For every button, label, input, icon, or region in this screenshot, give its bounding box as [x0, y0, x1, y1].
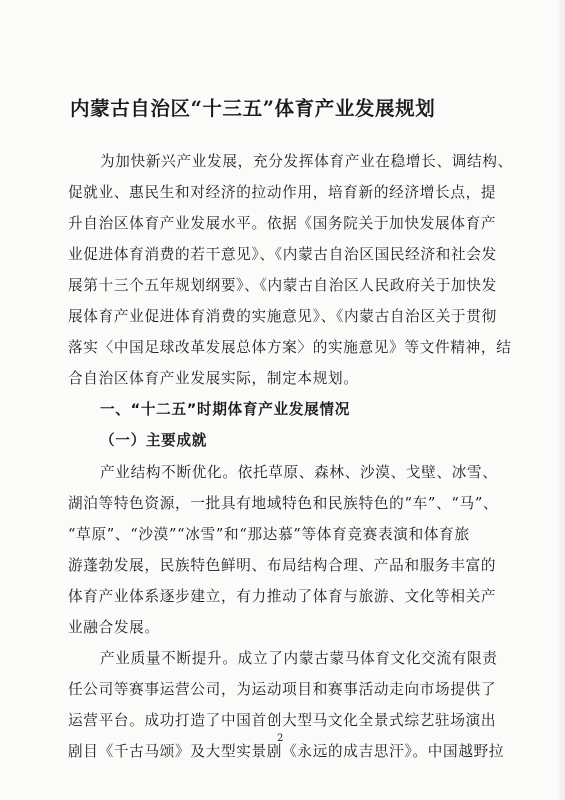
paragraph-line: 体育产业体系逐步建立，有力推动了体育与旅游、文化等相关产 [68, 588, 497, 605]
paragraph-line: 展第十三个五年规划纲要》、《内蒙古自治区人民政府关于加快发 [68, 277, 497, 294]
paragraph-line: 运营平台。成功打造了中国首创大型马文化全景式综艺驻场演出 [68, 712, 497, 729]
paragraph-line: 落实〈中国足球改革发展总体方案〉的实施意见》等文件精神，结 [68, 339, 512, 356]
paragraph-line: “草原”、“沙漠”“冰雪”和“那达慕”等体育竞赛表演和体育旅 [68, 526, 470, 543]
scan-shadow [557, 0, 565, 800]
paragraph-line: 升自治区体育产业发展水平。依据《国务院关于加快发展体育产 [68, 215, 497, 232]
paragraph-line: 任公司等赛事运营公司，为运动项目和赛事活动走向市场提供了 [68, 681, 497, 698]
paragraph-line: 湖泊等特色资源，一批具有地域特色和民族特色的“车”、“马”、 [68, 495, 499, 512]
paragraph-line: 业融合发展。 [68, 619, 160, 636]
paragraph-line: 业促进体育消费的若干意见》、《内蒙古自治区国民经济和社会发 [68, 246, 497, 263]
section-heading: 一、“十二五”时期体育产业发展情况 [100, 401, 350, 418]
page-number: 2 [277, 733, 284, 744]
paragraph-line: 产业结构不断优化。依托草原、森林、沙漠、戈壁、冰雪、 [100, 464, 498, 481]
paragraph-line: 合自治区体育产业发展实际，制定本规划。 [68, 370, 359, 387]
paragraph-line: 游蓬勃发展，民族特色鲜明、布局结构合理、产品和服务丰富的 [68, 557, 497, 574]
paragraph-line: 产业质量不断提升。成立了内蒙古蒙马体育文化交流有限责 [100, 650, 498, 667]
paragraph-line: 为加快新兴产业发展，充分发挥体育产业在稳增长、调结构、 [100, 153, 513, 170]
paragraph-line: 促就业、惠民生和对经济的拉动作用，培育新的经济增长点，提 [68, 184, 497, 201]
paragraph-line: 剧目《千古马颂》及大型实景剧《永远的成吉思汗》。中国越野拉 [68, 743, 505, 760]
subsection-heading: （一）主要成就 [100, 432, 208, 449]
document-title: 内蒙古自治区“十三五”体育产业发展规划 [70, 97, 436, 120]
paragraph-line: 展体育产业促进体育消费的实施意见》、《内蒙古自治区关于贯彻 [68, 308, 497, 325]
